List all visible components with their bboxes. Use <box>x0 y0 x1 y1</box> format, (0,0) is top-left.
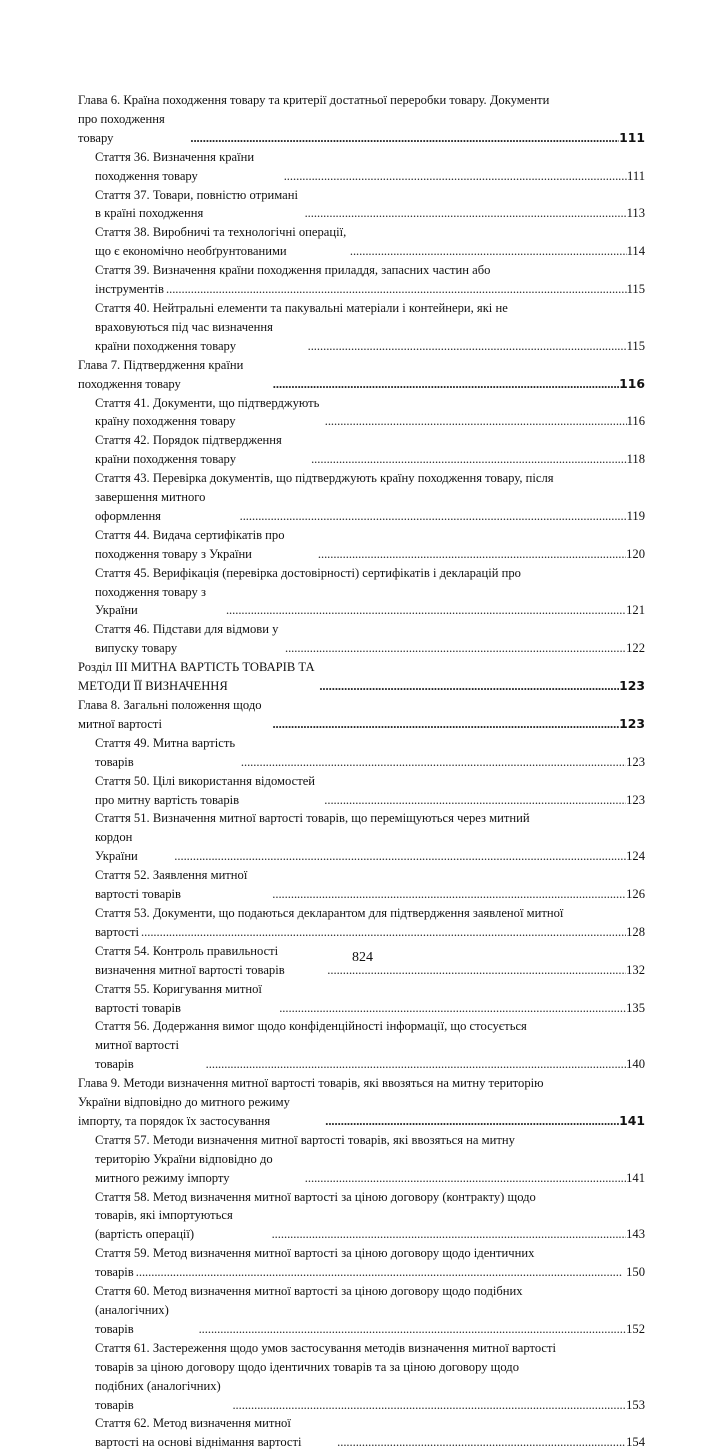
toc-page-number: 121 <box>626 603 645 618</box>
toc-entry-title: Стаття 49. Митна вартість товарів <box>95 735 236 769</box>
toc-article-entry[interactable] <box>78 1017 645 1074</box>
toc-entry-row <box>95 186 645 224</box>
dot-leader <box>230 1396 626 1415</box>
dot-leader <box>270 885 626 904</box>
toc-entry-title: Стаття 44. Видача сертифікатів про походження товару з України <box>95 527 285 561</box>
table-of-contents <box>78 91 645 1452</box>
toc-entry-row <box>95 431 645 469</box>
toc-entry-row <box>95 583 645 621</box>
toc-entry-title: Стаття 42. Порядок підтвердження країни походження товару <box>95 433 282 467</box>
toc-article-entry[interactable] <box>78 1339 645 1415</box>
toc-entry-line: Стаття 56. Додержання вимог щодо конфіденційності інформації, що стосується <box>95 1019 527 1034</box>
toc-page-number: 116 <box>619 375 645 391</box>
dot-leader <box>139 923 626 942</box>
dot-leader <box>188 129 619 148</box>
toc-entry-title: вартості <box>95 924 140 939</box>
toc-entry-title: (аналогічних) товарів <box>95 1303 169 1336</box>
toc-entry-line: Стаття 60. Метод визначення митної вартості за ціною договору щодо подібних <box>95 1284 523 1299</box>
dot-leader <box>282 167 627 186</box>
toc-page-number: 113 <box>626 206 645 221</box>
toc-article-entry[interactable] <box>78 394 645 432</box>
toc-entry-title: Стаття 62. Метод визначення митної вартості на основі віднімання вартості <box>95 1416 302 1450</box>
dot-leader <box>323 412 627 431</box>
toc-entry-title: Стаття 38. Виробничі та технологічні операції, що є економічно необґрунтованими <box>95 225 347 259</box>
toc-article-entry[interactable] <box>78 148 645 186</box>
toc-page-number: 119 <box>626 508 645 523</box>
toc-article-entry[interactable] <box>78 223 645 261</box>
toc-entry-line: Стаття 53. Документи, що подаються декларантом для підтвердження заявленої митної <box>95 905 564 920</box>
toc-entry-row <box>95 866 645 904</box>
dot-leader <box>239 753 626 772</box>
toc-article-entry[interactable] <box>78 469 645 526</box>
toc-page-number: 132 <box>626 962 645 977</box>
toc-page-number: 128 <box>626 924 645 939</box>
toc-page-number: 120 <box>626 546 645 561</box>
toc-article-entry[interactable] <box>78 261 645 299</box>
toc-article-entry[interactable] <box>78 1188 645 1245</box>
toc-entry-line: Стаття 45. Верифікація (перевірка достовірності) сертифікатів і декларацій про <box>95 565 521 580</box>
toc-article-entry[interactable] <box>78 620 645 658</box>
toc-entry-line: Глава 9. Методи визначення митної вартості товарів, які ввозяться на митну територію <box>78 1076 544 1091</box>
dot-leader <box>172 847 626 866</box>
toc-page-number: 140 <box>626 1057 645 1072</box>
toc-entry-title: Стаття 46. Підстави для відмови у випуску товару <box>95 622 279 656</box>
toc-page-number: 126 <box>626 887 645 902</box>
toc-entry-line: Стаття 43. Перевірка документів, що підтверджують країну походження товару, після <box>95 471 554 486</box>
toc-page-number: 141 <box>626 1170 645 1185</box>
dot-leader <box>306 337 627 356</box>
toc-entry-title: товарів, які імпортуються (вартість операції) <box>95 1208 233 1242</box>
toc-article-entry[interactable] <box>78 1282 645 1339</box>
toc-entry-row <box>95 318 645 356</box>
dot-leader <box>303 204 627 223</box>
toc-chapter-entry[interactable] <box>78 1074 645 1131</box>
toc-article-entry[interactable] <box>78 1414 645 1452</box>
toc-entry-row <box>95 1301 645 1339</box>
toc-page-number: 114 <box>626 244 645 259</box>
toc-entry-line: Глава 6. Країна походження товару та критерії достатньої переробки товару. Документи <box>78 93 550 107</box>
toc-page-number: 123 <box>626 792 645 807</box>
toc-entry-line: Стаття 61. Застереження щодо умов застосування методів визначення митної вартості <box>95 1340 557 1355</box>
toc-page-number: 124 <box>626 849 645 864</box>
toc-article-entry[interactable] <box>78 526 645 564</box>
toc-article-entry[interactable] <box>78 1131 645 1188</box>
toc-page-number: 116 <box>626 414 645 429</box>
toc-article-entry[interactable] <box>78 1244 645 1282</box>
toc-entry-row <box>95 1414 645 1452</box>
toc-entry-row <box>95 223 645 261</box>
toc-article-entry[interactable] <box>78 186 645 224</box>
toc-page-number: 154 <box>626 1435 645 1450</box>
toc-entry-row <box>95 1036 645 1074</box>
toc-chapter-entry[interactable] <box>78 91 645 148</box>
toc-entry-row <box>78 658 645 696</box>
toc-entry-row <box>95 828 645 866</box>
toc-entry-title: Стаття 37. Товари, повністю отримані в країні походження <box>95 187 298 221</box>
toc-entry-row <box>95 1263 645 1282</box>
toc-chapter-entry[interactable] <box>78 356 645 394</box>
dot-leader <box>270 715 619 734</box>
toc-entry-row <box>95 1206 645 1244</box>
toc-entry-title: Стаття 55. Коригування митної вартості товарів <box>95 981 262 1015</box>
toc-entry-title: Стаття 41. Документи, що підтверджують країну походження товару <box>95 395 320 429</box>
toc-article-entry[interactable] <box>78 564 645 621</box>
toc-entry-title: Стаття 50. Цілі використання відомостей про митну вартість товарів <box>95 773 316 807</box>
toc-article-entry[interactable] <box>78 299 645 356</box>
toc-entry-title: подібних (аналогічних) товарів <box>95 1378 221 1412</box>
toc-chapter-entry[interactable] <box>78 696 645 734</box>
toc-entry-title: походження товару з України <box>95 584 206 618</box>
dot-leader <box>323 1112 619 1131</box>
toc-entry-row <box>95 1150 645 1188</box>
toc-entry-title: товарів <box>95 1265 134 1280</box>
toc-entry-title: Стаття 52. Заявлення митної вартості товарів <box>95 868 248 902</box>
toc-page-number: 152 <box>626 1321 645 1336</box>
toc-page-number: 141 <box>619 1112 645 1128</box>
toc-page-number: 111 <box>619 129 645 145</box>
toc-page-number: 115 <box>626 282 645 297</box>
toc-entry-title: митної вартості товарів <box>95 1038 179 1072</box>
toc-entry-line: Стаття 59. Метод визначення митної вартості за ціною договору щодо ідентичних <box>95 1246 535 1261</box>
toc-article-entry[interactable] <box>78 980 645 1018</box>
toc-entry-row <box>95 620 645 658</box>
dot-leader <box>348 242 627 261</box>
toc-article-entry[interactable] <box>78 431 645 469</box>
toc-entry-row <box>78 356 645 394</box>
toc-entry-row <box>95 734 645 772</box>
dot-leader <box>238 507 627 526</box>
toc-entry-line: Стаття 39. Визначення країни походження приладдя, запасних частин або <box>95 263 491 278</box>
toc-entry-title: завершення митного оформлення <box>95 490 206 523</box>
toc-entry-title: Стаття 36. Визначення країни походження товару <box>95 149 255 183</box>
toc-entry-title: Глава 8. Загальні положення щодо митної вартості <box>78 698 262 731</box>
dot-leader <box>316 545 626 564</box>
toc-entry-title: про походження товару <box>78 111 165 145</box>
dot-leader <box>335 1433 626 1452</box>
toc-page-number: 118 <box>626 452 645 467</box>
toc-page-number: 111 <box>627 168 645 183</box>
toc-entry-title: України відповідно до митного режиму імпорту, та порядок їх застосування <box>78 1095 290 1128</box>
toc-page-number: 153 <box>626 1397 645 1412</box>
dot-leader <box>309 450 626 469</box>
toc-entry-row <box>95 772 645 810</box>
dot-leader <box>164 280 627 299</box>
toc-entry-row <box>78 110 645 148</box>
toc-page-number: 122 <box>626 641 645 656</box>
toc-entry-row <box>95 1377 645 1415</box>
toc-entry-row <box>78 696 645 734</box>
toc-entry-line: Стаття 57. Методи визначення митної вартості товарів, які ввозяться на митну <box>95 1132 515 1147</box>
dot-leader <box>283 639 626 658</box>
toc-article-entry[interactable] <box>78 734 645 772</box>
page-number: 824 <box>352 950 373 965</box>
dot-leader <box>271 375 619 394</box>
dot-leader <box>197 1320 627 1339</box>
toc-article-entry[interactable] <box>78 904 645 942</box>
toc-entry-row <box>95 280 645 299</box>
toc-entry-title: територію України відповідно до митного режиму імпорту <box>95 1151 273 1185</box>
toc-article-entry[interactable] <box>78 809 645 866</box>
dot-leader <box>270 1225 627 1244</box>
toc-entry-row <box>95 980 645 1018</box>
toc-entry-row <box>95 394 645 432</box>
toc-entry-row <box>95 148 645 186</box>
toc-entry-title: інструментів <box>95 282 164 297</box>
toc-entry-title: Розділ ІІІ МИТНА ВАРТІСТЬ ТОВАРІВ ТА МЕТОДИ ЇЇ ВИЗНАЧЕННЯ <box>78 660 315 694</box>
toc-entry-row <box>95 923 645 942</box>
toc-page-number: 123 <box>619 715 645 731</box>
toc-entry-line: товарів за ціною договору щодо ідентичних товарів та за ціною договору щодо <box>95 1359 520 1374</box>
toc-entry-title: Глава 7. Підтвердження країни походження товару <box>78 357 244 391</box>
dot-leader <box>303 1169 626 1188</box>
dot-leader <box>224 601 626 620</box>
toc-entry-line: Стаття 51. Визначення митної вартості товарів, що переміщуються через митний <box>95 811 530 826</box>
dot-leader <box>134 1263 626 1282</box>
toc-chapter-entry[interactable] <box>78 658 645 696</box>
toc-entry-row <box>95 526 645 564</box>
toc-page-number: 135 <box>626 1000 645 1015</box>
toc-page-number: 115 <box>626 338 645 353</box>
toc-article-entry[interactable] <box>78 866 645 904</box>
toc-page-number: 143 <box>626 1227 645 1242</box>
toc-entry-title: Стаття 54. Контроль правильності визначення митної вартості товарів <box>95 943 285 977</box>
toc-article-entry[interactable] <box>78 772 645 810</box>
toc-entry-line: Стаття 40. Нейтральні елементи та пакувальні матеріали і контейнери, які не <box>95 300 508 315</box>
dot-leader <box>317 677 619 696</box>
toc-entry-row <box>95 488 645 526</box>
toc-entry-title: кордон України <box>95 830 138 864</box>
toc-page-number: 150 <box>626 1265 645 1280</box>
toc-entry-line: Стаття 58. Метод визначення митної вартості за ціною договору (контракту) щодо <box>95 1189 536 1204</box>
dot-leader <box>204 1055 626 1074</box>
toc-page-number: 123 <box>619 678 645 694</box>
dot-leader <box>322 791 626 810</box>
toc-entry-title: враховуються під час визначення країни походження товару <box>95 319 273 353</box>
dot-leader <box>277 999 626 1018</box>
toc-entry-row <box>78 1093 645 1131</box>
toc-page-number: 123 <box>626 754 645 769</box>
